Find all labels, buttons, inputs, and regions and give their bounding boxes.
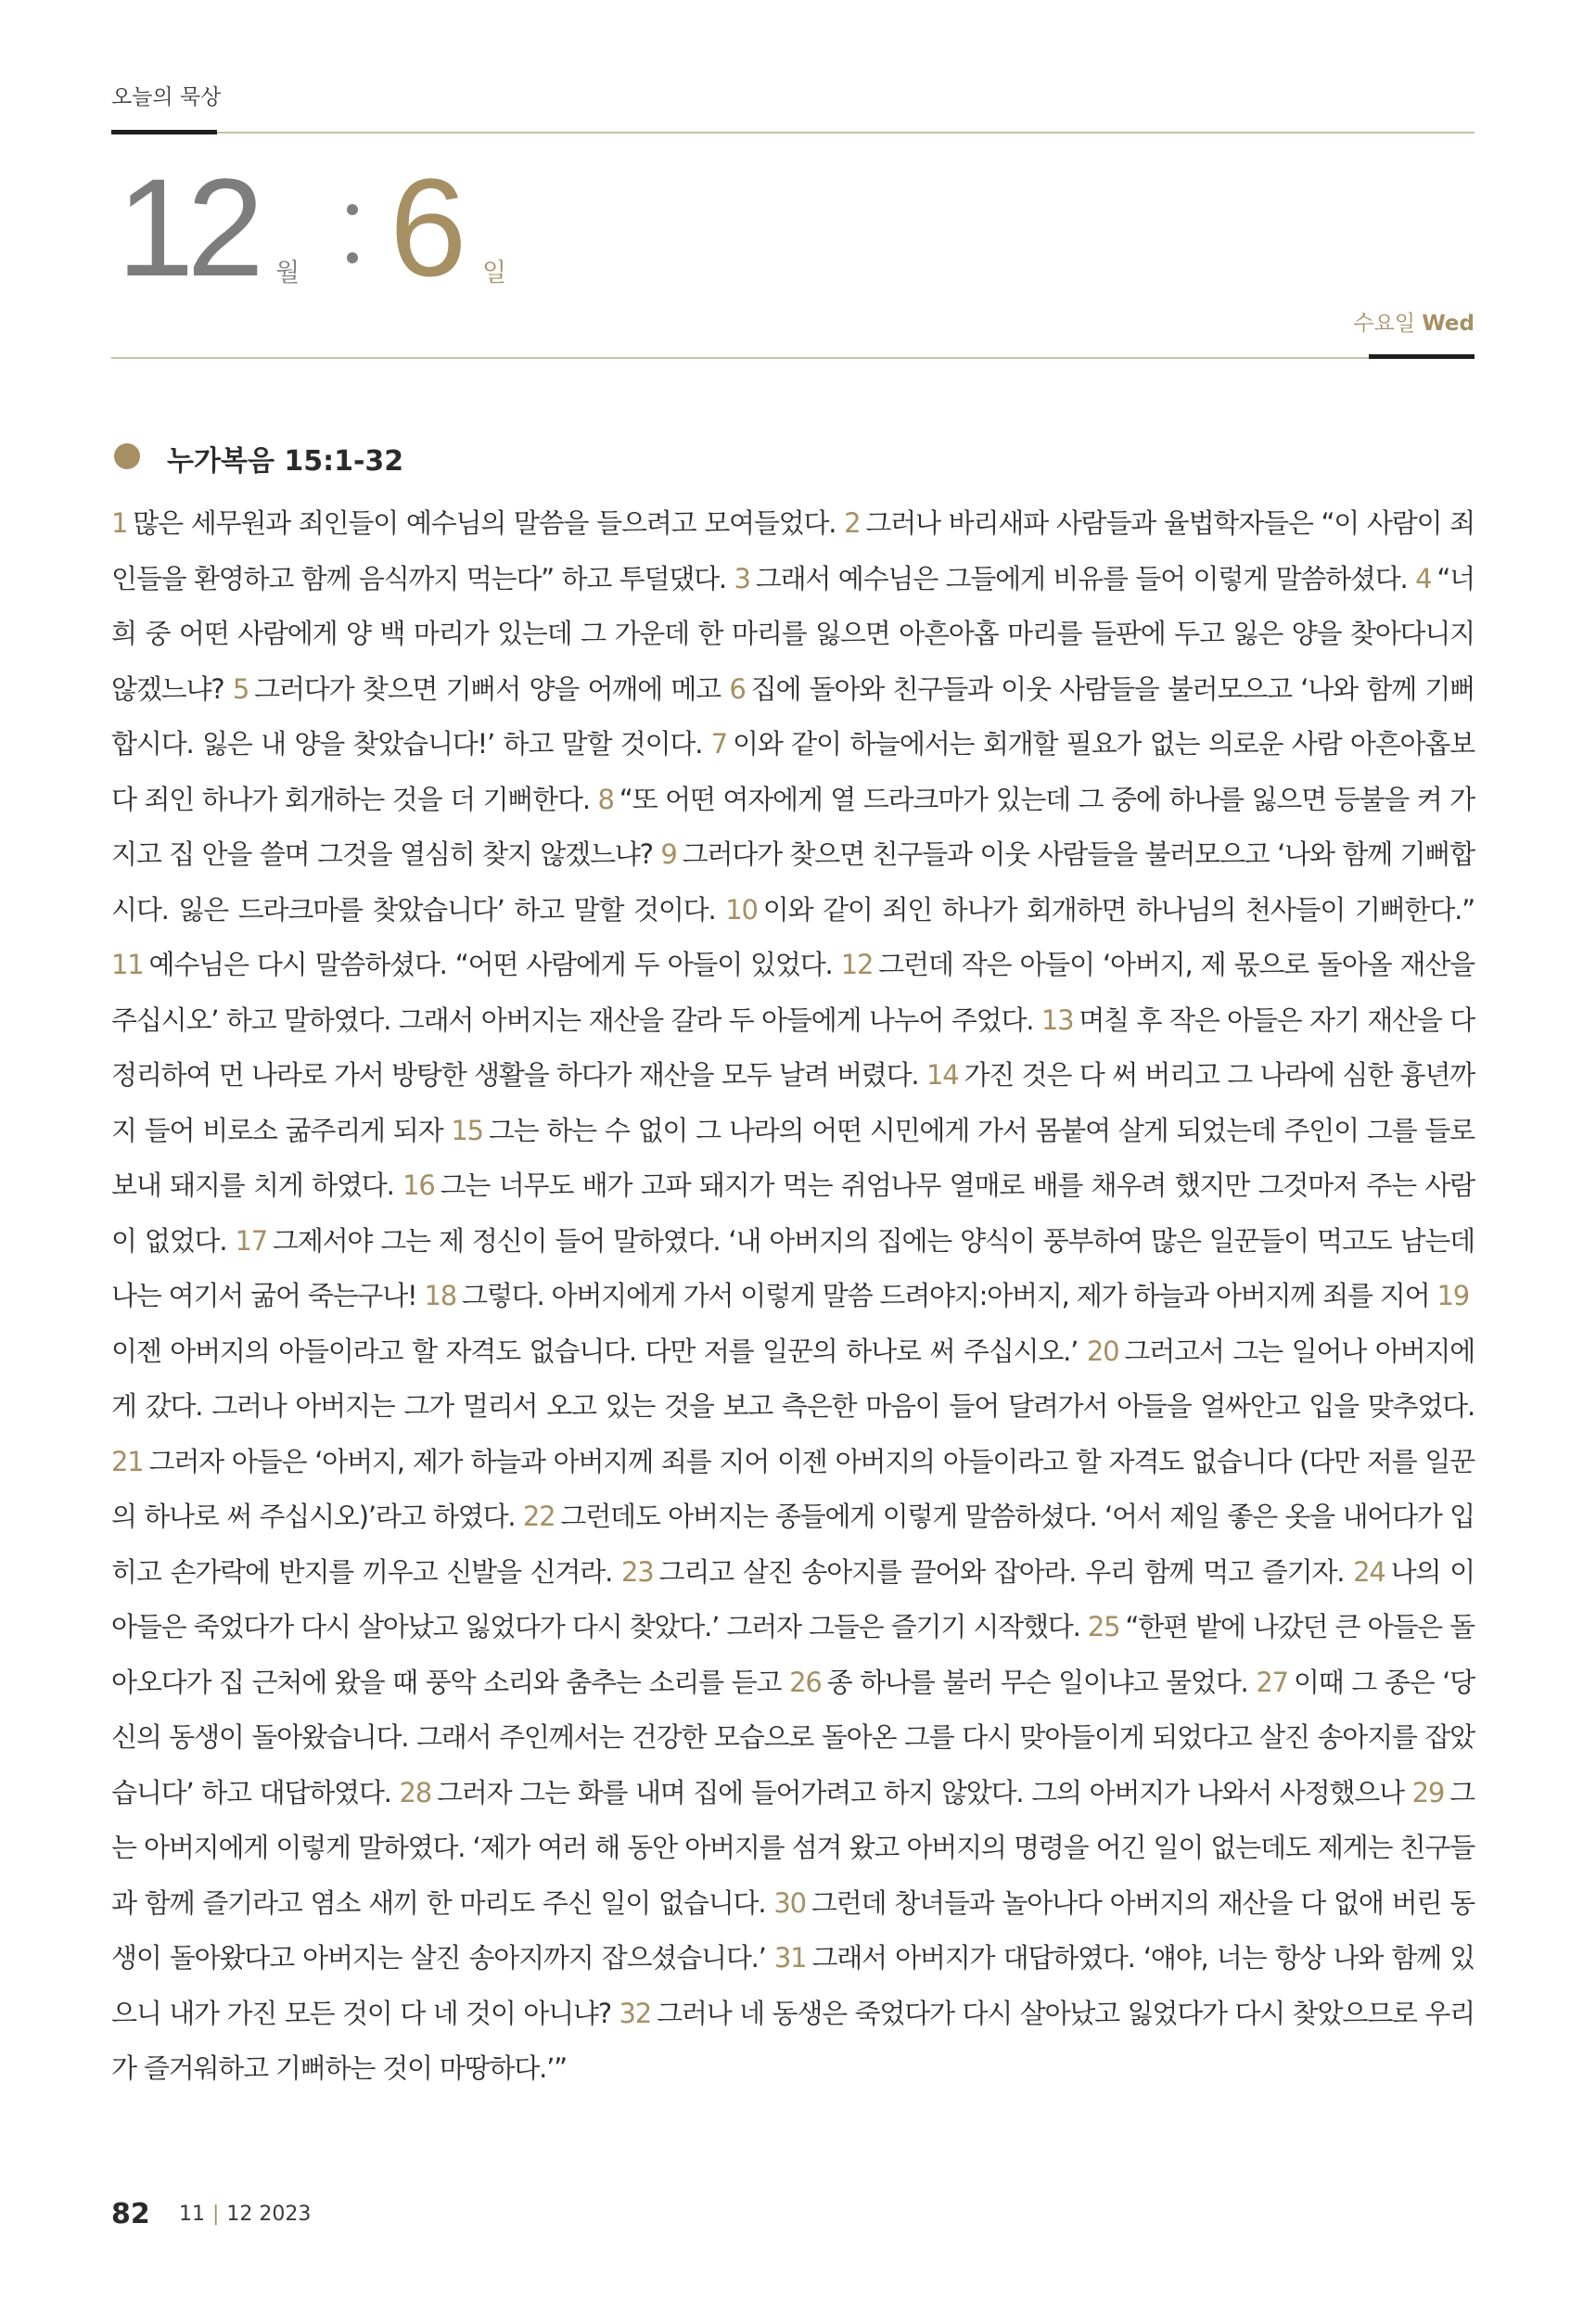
weekday — [1353, 306, 1475, 337]
verse-text: 그는 하는 수 없이 그 나라의 어떤 시민에게 가서 몸붙여 살게 되었는데 주인이 그를 들로 보내 돼지를 치게 하였다. — [111, 1114, 1475, 1201]
verse-number: 28 — [399, 1776, 431, 1808]
verse-number: 23 — [621, 1555, 654, 1588]
verse-text: 이때 그 종은 ‘당신의 동생이 돌아왔습니다. 그래서 주인께서는 건강한 모습으로 돌아온 그를 다시 맞아들이게 되었다고 살진 송아지를 잡았습니다’ 하고 대답하였다. — [111, 1666, 1475, 1808]
issue-separator: | — [212, 2203, 220, 2226]
verse-number: 17 — [235, 1224, 267, 1257]
verse — [425, 1280, 1430, 1311]
verse-text: “또 어떤 여자에게 열 드라크마가 있는데 그 중에 하나를 잃으면 등불을 켜 가지고 집 안을 쓸며 그것을 열심히 찾지 않겠느냐? — [111, 783, 1475, 870]
verse-text: 그런데도 아버지는 종들에게 이렇게 말씀하셨다. ‘어서 제일 좋은 옷을 내어다가 입히고 손가락에 반지를 끼우고 신발을 신겨라. — [111, 1501, 1475, 1588]
verse — [111, 949, 833, 980]
date-day: 6 — [389, 149, 467, 305]
verse-text: 그는 아버지에게 이렇게 말하였다. ‘제가 여러 해 동안 아버지를 섬겨 왔고 아버지의 명령을 어긴 일이 없는데도 제게는 친구들과 함께 즐기라고 염소 새끼 한 마리도 주신 일이 없습니다. — [111, 1776, 1475, 1919]
issue-info — [179, 2203, 311, 2226]
verse-text: 그리고 살진 송아지를 끌어와 잡아라. 우리 함께 먹고 즐기자. — [658, 1555, 1345, 1588]
verse — [725, 894, 1475, 926]
verse-text: “한편 밭에 나갔던 큰 아들은 돌아오다가 집 근처에 왔을 때 풍악 소리와 춤추는 소리를 듣고 — [111, 1611, 1475, 1698]
verse-number: 7 — [710, 728, 728, 760]
header-divider-accent — [111, 130, 217, 134]
verse-number: 22 — [522, 1501, 555, 1532]
verse-number: 6 — [729, 672, 746, 705]
verse-number: 26 — [789, 1666, 822, 1698]
issue-month: 11 — [179, 2203, 205, 2226]
scripture-text — [111, 496, 1475, 2097]
verse-text: 예수님은 다시 말씀하셨다. “어떤 사람에게 두 아들이 있었다. — [148, 949, 833, 980]
verse-text: 가진 것은 다 써 버리고 그 나라에 심한 흉년까지 들어 비로소 굶주리게 되자 — [111, 1059, 1475, 1146]
verse-text: 그러다가 찾으면 기뻐서 양을 어깨에 메고 — [254, 672, 721, 705]
verse — [789, 1667, 1248, 1698]
verse-number: 12 — [840, 949, 874, 980]
verse-text: 그러나 네 동생은 죽었다가 다시 살아났고 잃었다가 다시 찾았으므로 우리가 즐거워하고 기뻐하는 것이 마땅하다.’” — [111, 1997, 1475, 2084]
verse-number: 27 — [1256, 1666, 1288, 1698]
verse-text: 그러고서 그는 일어나 아버지에게 갔다. 그러나 아버지는 그가 멀리서 오고 있는 것을 보고 측은한 마음이 들어 달려가서 아들을 얼싸안고 입을 맞추었다. — [111, 1335, 1475, 1422]
verse-text: 그러자 아들은 ‘아버지, 제가 하늘과 아버지께 죄를 지어 이젠 아버지의 아들이라고 할 자격도 없습니다 (다만 저를 일꾼의 하나로 써 주십시오)’라고 하였다. — [111, 1445, 1475, 1532]
verse-text: 그제서야 그는 제 정신이 들어 말하였다. ‘내 아버지의 집에는 양식이 풍부하여 많은 일꾼들이 먹고도 남는데 나는 여기서 굶어 죽는구나! — [111, 1224, 1475, 1311]
verse-number: 24 — [1353, 1555, 1385, 1588]
weekday-korean: 수요일 — [1353, 312, 1416, 336]
verse-text: 그러다가 찾으면 친구들과 이웃 사람들을 불러모으고 ‘나와 함께 기뻐합시다. 잃은 드라크마를 찾았습니다’ 하고 말할 것이다. — [111, 838, 1475, 926]
verse-text: 그런데 창녀들과 놀아나다 아버지의 재산을 다 없애 버린 동생이 돌아왔다고 아버지는 살진 송아지까지 잡으셨습니다.’ — [111, 1886, 1475, 1974]
verse-text: 그래서 예수님은 그들에게 비유를 들어 이렇게 말씀하셨다. — [755, 562, 1408, 594]
issue-date: 12 2023 — [226, 2203, 312, 2226]
verse-text: 그러자 그는 화를 내며 집에 들어가려고 하지 않았다. 그의 아버지가 나와서 사정했으나 — [436, 1776, 1404, 1808]
verse-number: 9 — [660, 838, 677, 870]
verse-number: 1 — [111, 507, 128, 539]
bullet-icon — [114, 443, 140, 469]
date-divider — [111, 357, 1475, 359]
section-label: 오늘의 묵상 — [111, 85, 222, 109]
verse-number: 30 — [773, 1886, 806, 1919]
verse-number: 32 — [619, 1997, 652, 2029]
verse-number: 3 — [734, 562, 750, 594]
date-month-unit: 월 — [275, 259, 300, 288]
verse-text: 집에 돌아와 친구들과 이웃 사람들을 불러모으고 ‘나와 함께 기뻐합시다. 잃은 내 양을 찾았습니다!’ 하고 말할 것이다. — [111, 672, 1475, 760]
verse-number: 29 — [1411, 1776, 1445, 1808]
verse-number: 5 — [232, 672, 249, 705]
verse-number: 8 — [597, 783, 614, 815]
verse-text: 이와 같이 하늘에서는 회개할 필요가 없는 의로운 사람 아흔아홉보다 죄인 하나가 회개하는 것을 더 기뻐한다. — [111, 728, 1475, 815]
verse-text: 나의 이 아들은 죽었다가 다시 살아났고 잃었다가 다시 찾았다.’ 그러자 그들은 즐기기 시작했다. — [111, 1555, 1475, 1642]
verse — [399, 1777, 1403, 1808]
verse-text: 며칠 후 작은 아들은 자기 재산을 다 정리하여 먼 나라로 가서 방탕한 생활을 하다가 재산을 모두 날려 버렸다. — [111, 1003, 1475, 1091]
verse-text: 이와 같이 죄인 하나가 회개하면 하나님의 천사들이 기뻐한다.” — [762, 893, 1475, 926]
verse-text: 그러나 바리새파 사람들과 율법학자들은 “이 사람이 죄인들을 환영하고 함께 음식까지 먹는다” 하고 투덜댔다. — [111, 507, 1475, 594]
verse-number: 21 — [111, 1445, 144, 1477]
verse-number: 13 — [1041, 1003, 1074, 1036]
date-divider-accent — [1369, 354, 1475, 359]
scripture-reference: 누가복음 15:1-32 — [167, 445, 404, 478]
verse-text: 종 하나를 불러 무슨 일이냐고 물었다. — [826, 1666, 1248, 1698]
verse-number: 14 — [926, 1059, 959, 1091]
page-number: 82 — [111, 2198, 150, 2230]
verse-number: 25 — [1087, 1611, 1120, 1642]
verse-text: 이젠 아버지의 아들이라고 할 자격도 없습니다. 다만 저를 일꾼의 하나로 써 주십시오.’ — [111, 1335, 1079, 1367]
verse — [111, 507, 836, 539]
verse — [621, 1556, 1344, 1588]
verse-number: 16 — [402, 1169, 435, 1201]
verse — [734, 563, 1408, 594]
verse-number: 18 — [424, 1280, 457, 1311]
verse-number: 31 — [773, 1942, 807, 1974]
verse — [233, 673, 721, 705]
header-divider — [111, 132, 1475, 134]
verse-text: 그렇다. 아버지에게 가서 이렇게 말씀 드려야지:아버지, 제가 하늘과 아버지께 죄를 지어 — [462, 1280, 1430, 1311]
date-month: 12 — [117, 149, 257, 305]
verse-number: 4 — [1415, 562, 1432, 594]
weekday-english: Wed — [1422, 312, 1475, 336]
verse-number: 19 — [1436, 1280, 1469, 1311]
verse-number: 10 — [725, 893, 758, 926]
verse-text: “너희 중 어떤 사람에게 양 백 마리가 있는데 그 가운데 한 마리를 잃으면 아흔아홉 마리를 들판에 두고 잃은 양을 찾아다니지 않겠느냐? — [111, 562, 1475, 705]
verse-number: 2 — [844, 507, 861, 539]
verse-text: 많은 세무원과 죄인들이 예수님의 말씀을 들으려고 모여들었다. — [133, 507, 836, 539]
verse-number: 15 — [451, 1114, 483, 1146]
verse-number: 11 — [111, 949, 144, 980]
verse-text: 그래서 아버지가 대답하였다. ‘얘야, 너는 항상 나와 함께 있으니 내가 가진 모든 것이 다 네 것이 아니냐? — [111, 1942, 1475, 2029]
verse-number: 20 — [1086, 1335, 1119, 1367]
verse-text: 그는 너무도 배가 고파 돼지가 먹는 쥐엄나무 열매로 배를 채우려 했지만 그것마저 주는 사람이 없었다. — [111, 1169, 1475, 1257]
verse-text: 그런데 작은 아들이 ‘아버지, 제 몫으로 돌아올 재산을 주십시오’ 하고 말하였다. 그래서 아버지는 재산을 갈라 두 아들에게 나누어 주었다. — [111, 949, 1475, 1036]
date-day-unit: 일 — [482, 259, 507, 288]
date-separator-icon — [347, 204, 358, 267]
